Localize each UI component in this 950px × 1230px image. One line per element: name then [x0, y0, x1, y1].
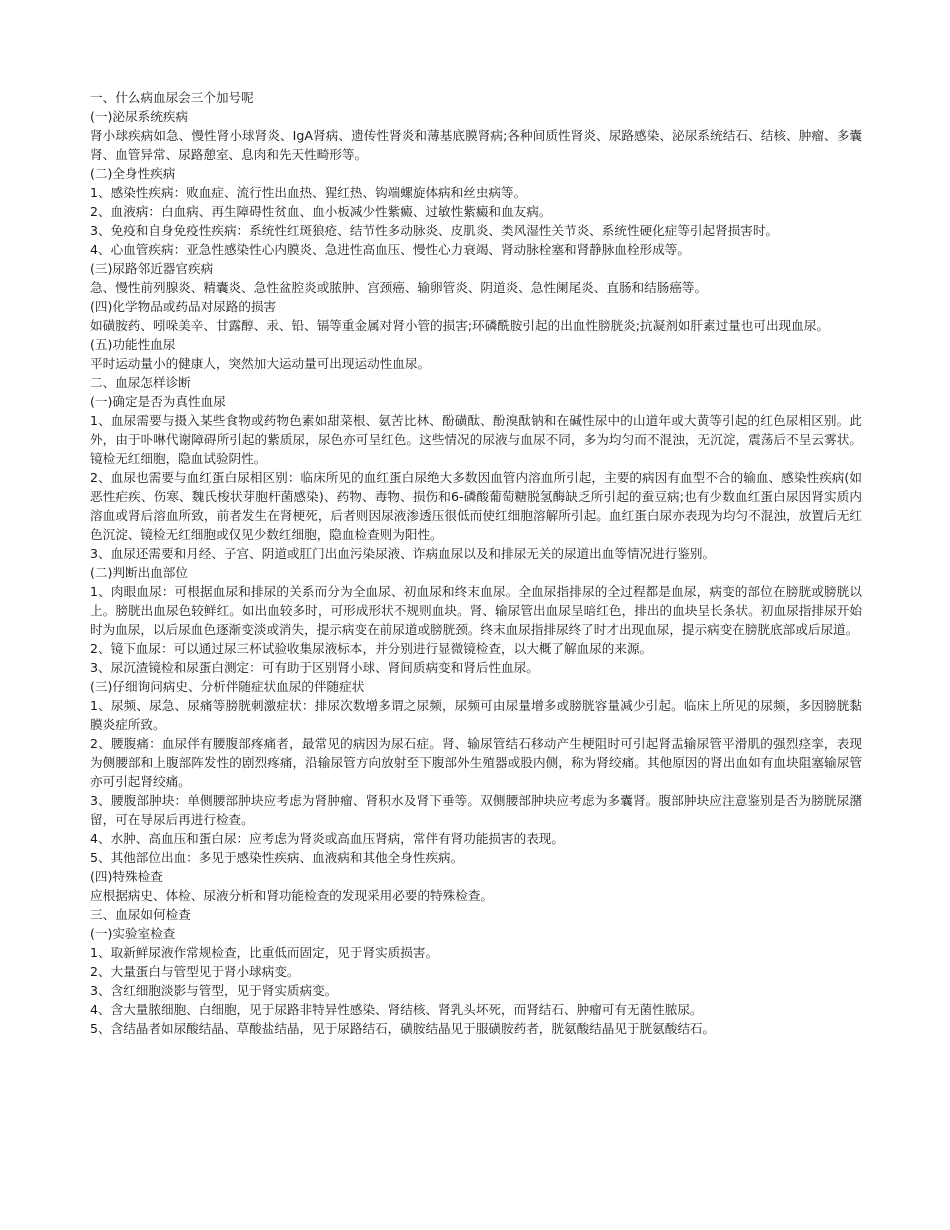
list-item: 3、尿沉渣镜检和尿蛋白测定：可有助于区别肾小球、肾间质病变和肾后性血尿。: [90, 660, 539, 675]
subsection-heading: (五)功能性血尿: [90, 337, 176, 352]
subsection-heading: (一)泌尿系统疾病: [90, 109, 188, 124]
subsection-heading: (三)尿路邻近器官疾病: [90, 261, 214, 276]
list-item: 2、血液病：白血病、再生障碍性贫血、血小板减少性紫癜、过敏性紫癜和血友病。: [90, 204, 552, 219]
list-item: 3、免疫和自身免疫性疾病：系统性红斑狼疮、结节性多动脉炎、皮肌炎、类风湿性关节炎、系统性硬化症等引起肾损害时。: [90, 223, 779, 238]
document-body: [90, 88, 862, 1038]
list-item: 2、大量蛋白与管型见于肾小球病变。: [90, 964, 300, 979]
list-item: 4、水肿、高血压和蛋白尿：应考虑为肾炎或高血压肾病，常伴有肾功能损害的表现。: [90, 831, 564, 846]
subsection-heading: (三)仔细询问病史、分析伴随症状血尿的伴随症状: [90, 679, 365, 694]
subsection-heading: (二)判断出血部位: [90, 565, 188, 580]
subsection-heading: (一)实验室检查: [90, 926, 176, 941]
list-item: 5、其他部位出血：多见于感染性疾病、血液病和其他全身性疾病。: [90, 850, 464, 865]
list-item: 3、含红细胞淡影与管型，见于肾实质病变。: [90, 983, 338, 998]
list-item: 1、尿频、尿急、尿痛等膀胱刺激症状：排尿次数增多谓之尿频，尿频可由尿量增多或膀胱容量减少引起。临床上所见的尿频，多因膀胱黏膜炎症所致。: [90, 698, 862, 732]
list-item: 5、含结晶者如尿酸结晶、草酸盐结晶，见于尿路结石，磺胺结晶见于服磺胺药者，胱氨酸结晶见于胱氨酸结石。: [90, 1021, 716, 1036]
list-item: 3、腰腹部肿块：单侧腰部肿块应考虑为肾肿瘤、肾积水及肾下垂等。双侧腰部肿块应考虑为多囊肾。腹部肿块应注意鉴别是否为膀胱尿潴留，可在导尿后再进行检查。: [90, 793, 862, 827]
list-item: 1、感染性疾病：败血症、流行性出血热、猩红热、钩端螺旋体病和丝虫病等。: [90, 185, 527, 200]
subsection-heading: (四)化学物品或药品对尿路的损害: [90, 299, 277, 314]
list-item: 3、血尿还需要和月经、子宫、阴道或肛门出血污染尿液、诈病血尿以及和排尿无关的尿道出血等情况进行鉴别。: [90, 546, 716, 561]
section-heading: 一、什么病血尿会三个加号呢: [90, 90, 254, 105]
paragraph: 如磺胺药、吲哚美辛、甘露醇、汞、铅、镉等重金属对肾小管的损害;环磷酰胺引起的出血性膀胱炎;抗凝剂如肝素过量也可出现血尿。: [90, 318, 829, 333]
paragraph: 平时运动量小的健康人，突然加大运动量可出现运动性血尿。: [90, 356, 431, 371]
list-item: 2、镜下血尿：可以通过尿三杯试验收集尿液标本，并分别进行显微镜检查，以大概了解血尿的来源。: [90, 641, 653, 656]
list-item: 4、含大量脓细胞、白细胞，见于尿路非特异性感染、肾结核、肾乳头坏死，而肾结石、肿瘤可有无菌性脓尿。: [90, 1002, 703, 1017]
list-item: 1、取新鲜尿液作常规检查，比重低而固定，见于肾实质损害。: [90, 945, 439, 960]
section-heading: 二、血尿怎样诊断: [90, 375, 191, 390]
subsection-heading: (四)特殊检查: [90, 869, 163, 884]
section-heading: 三、血尿如何检查: [90, 907, 191, 922]
subsection-heading: (一)确定是否为真性血尿: [90, 394, 226, 409]
list-item: 4、心血管疾病：亚急性感染性心内膜炎、急进性高血压、慢性心力衰竭、肾动脉栓塞和肾静脉血栓形成等。: [90, 242, 690, 257]
paragraph: 应根据病史、体检、尿液分析和肾功能检查的发现采用必要的特殊检查。: [90, 888, 493, 903]
list-item: 1、血尿需要与摄入某些食物或药物色素如甜菜根、氨苦比林、酚磺酞、酚溴酞钠和在碱性尿中的山道年或大黄等引起的红色尿相区别。此外，由于卟啉代谢障碍所引起的紫质尿，尿色亦可呈红色。这些情况的尿液与血尿不同，多为均匀而不混浊，无沉淀，震荡后不呈云雾状。镜检无红细胞，隐血试验阴性。: [90, 413, 862, 466]
list-item: 2、腰腹痛：血尿伴有腰腹部疼痛者，最常见的病因为尿石症。肾、输尿管结石移动产生梗阻时可引起肾盂输尿管平滑肌的强烈痉挛，表现为侧腰部和上腹部阵发性的剧烈疼痛，沿输尿管方向放射至下腹部外生殖器或股内侧，称为肾绞痛。其他原因的肾出血如有血块阻塞输尿管亦可引起肾绞痛。: [90, 736, 862, 789]
paragraph: 肾小球疾病如急、慢性肾小球肾炎、IgA肾病、遗传性肾炎和薄基底膜肾病;各种间质性肾炎、尿路感染、泌尿系统结石、结核、肿瘤、多囊肾、血管异常、尿路憩室、息肉和先天性畸形等。: [90, 128, 862, 162]
list-item: 1、肉眼血尿：可根据血尿和排尿的关系而分为全血尿、初血尿和终末血尿。全血尿指排尿的全过程都是血尿，病变的部位在膀胱或膀胱以上。膀胱出血尿色较鲜红。如出血较多时，可形成形状不规则血块。肾、输尿管出血尿呈暗红色，排出的血块呈长条状。初血尿指排尿开始时为血尿，以后尿血色逐渐变淡或消失，提示病变在前尿道或膀胱颈。终末血尿指排尿终了时才出现血尿，提示病变在膀胱底部或后尿道。: [90, 584, 862, 637]
list-item: 2、血尿也需要与血红蛋白尿相区别：临床所见的血红蛋白尿绝大多数因血管内溶血所引起，主要的病因有血型不合的输血、感染性疾病(如恶性疟疾、伤寒、魏氏梭状芽胞杆菌感染)、药物、毒物、损伤和6-磷酸葡萄糖脱氢酶缺乏所引起的蚕豆病;也有少数血红蛋白尿因肾实质内溶血或肾后溶血所致，前者发生在肾梗死，后者则因尿液渗透压很低而使红细胞溶解所引起。血红蛋白尿亦表现为均匀不混浊，放置后无红色沉淀、镜检无红细胞或仅见少数红细胞，隐血检查则为阳性。: [90, 470, 862, 542]
subsection-heading: (二)全身性疾病: [90, 166, 176, 181]
paragraph: 急、慢性前列腺炎、精囊炎、急性盆腔炎或脓肿、宫颈癌、输卵管炎、阴道炎、急性阑尾炎、直肠和结肠癌等。: [90, 280, 708, 295]
